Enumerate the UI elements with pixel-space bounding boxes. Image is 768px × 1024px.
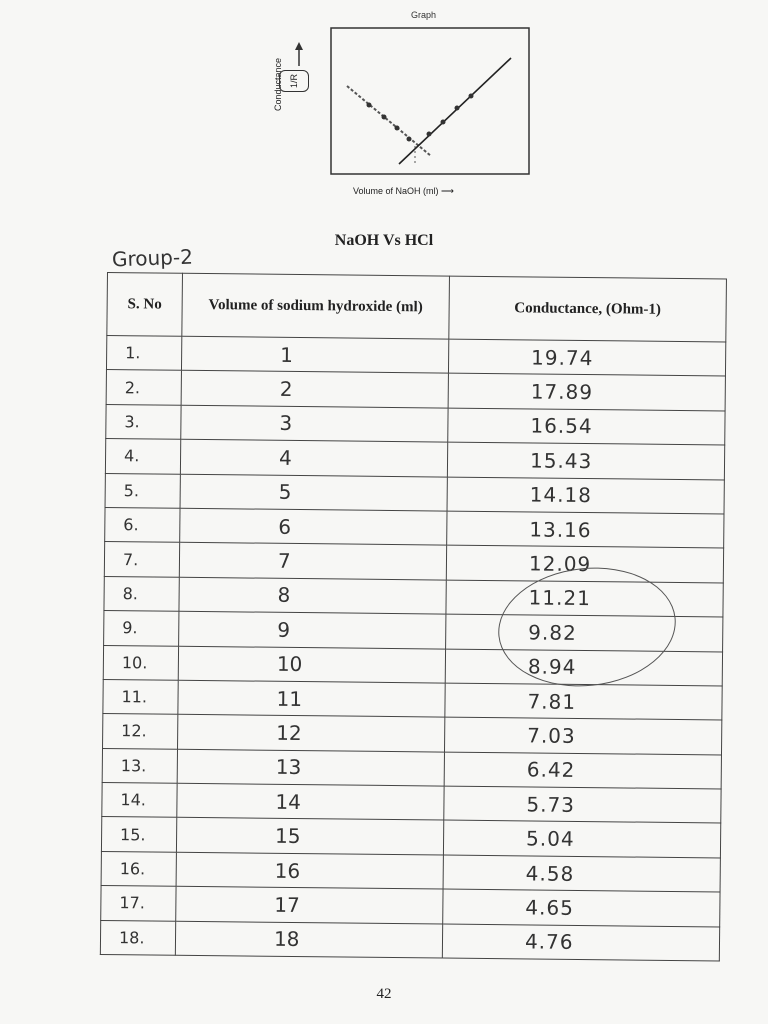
header-conductance: Conductance, (Ohm-1) [449, 276, 727, 342]
page-number: 42 [376, 986, 392, 1002]
page-title: NaOH Vs HCl [334, 232, 434, 249]
cell-conductance: 5.73 [444, 786, 721, 823]
table-row [100, 920, 719, 961]
graph-title: Graph [411, 10, 437, 20]
cell-conductance: 7.81 [445, 683, 722, 720]
cell-sno: 5. [105, 473, 180, 508]
cell-volume: 6 [180, 508, 447, 545]
cell-conductance: 17.89 [448, 373, 725, 410]
x-axis-label: Volume of NaOH (ml) ⟶ [353, 186, 454, 196]
cell-sno: 1. [106, 336, 181, 371]
header-volume: Volume of sodium hydroxide (ml) [182, 273, 450, 339]
cell-sno: 16. [101, 851, 176, 886]
cell-volume: 1 [181, 336, 448, 373]
cell-sno: 7. [104, 542, 179, 577]
cell-sno: 4. [105, 439, 180, 474]
cell-sno: 17. [101, 886, 176, 921]
cell-conductance: 7.03 [444, 717, 721, 754]
data-point [382, 115, 387, 120]
data-point [455, 106, 460, 111]
cell-volume: 10 [178, 646, 445, 683]
data-point [469, 94, 474, 99]
cell-volume: 14 [177, 783, 444, 820]
cell-sno: 11. [103, 679, 178, 714]
cell-volume: 3 [181, 405, 448, 442]
cell-sno: 2. [106, 370, 181, 405]
cell-conductance: 4.76 [442, 924, 719, 961]
cell-conductance: 14.18 [447, 477, 724, 514]
group-label: Group-2 [111, 244, 194, 272]
cell-volume: 5 [180, 474, 447, 511]
cell-volume: 11 [178, 680, 445, 717]
cell-conductance: 16.54 [448, 408, 725, 445]
cell-sno: 12. [103, 714, 178, 749]
data-point [367, 103, 372, 108]
cell-volume: 7 [179, 543, 446, 580]
cell-conductance: 13.16 [447, 511, 724, 548]
cell-volume: 2 [181, 371, 448, 408]
cell-conductance: 6.42 [444, 752, 721, 789]
cell-conductance: 8.94 [445, 649, 722, 686]
cell-conductance: 5.04 [443, 821, 720, 858]
data-point [441, 120, 446, 125]
cell-sno: 14. [102, 783, 177, 818]
data-point [395, 126, 400, 131]
cell-conductance: 12.09 [446, 545, 723, 582]
cell-conductance: 9.82 [446, 614, 723, 651]
data-point [407, 137, 412, 142]
cell-volume: 9 [179, 611, 446, 648]
base-ascending-line [399, 58, 511, 164]
cell-conductance: 15.43 [447, 442, 724, 479]
cell-sno: 6. [105, 507, 180, 542]
cell-volume: 17 [176, 887, 443, 924]
cell-conductance: 4.58 [443, 855, 720, 892]
y-axis-arrowhead [295, 42, 303, 50]
header-sno: S. No [107, 273, 183, 337]
cell-volume: 12 [178, 715, 445, 752]
cell-conductance: 4.65 [443, 889, 720, 926]
graph-sketch [285, 6, 545, 206]
graph-frame [331, 28, 529, 174]
cell-sno: 10. [103, 645, 178, 680]
cell-sno: 13. [102, 748, 177, 783]
cell-volume: 8 [179, 577, 446, 614]
cell-volume: 15 [176, 818, 443, 855]
cell-conductance: 11.21 [446, 580, 723, 617]
data-point [427, 132, 432, 137]
table-header-row [107, 273, 727, 342]
cell-sno: 8. [104, 576, 179, 611]
cell-volume: 16 [176, 852, 443, 889]
unit-label: 1/R [279, 70, 309, 92]
titration-graph [273, 6, 545, 206]
cell-conductance: 19.74 [448, 339, 725, 376]
cell-volume: 18 [175, 921, 442, 958]
cell-sno: 9. [104, 611, 179, 646]
cell-sno: 3. [106, 404, 181, 439]
cell-sno: 15. [101, 817, 176, 852]
cell-volume: 4 [180, 439, 447, 476]
y-axis-label: Conductance [273, 57, 283, 111]
cell-sno: 18. [100, 920, 175, 955]
cell-volume: 13 [177, 749, 444, 786]
